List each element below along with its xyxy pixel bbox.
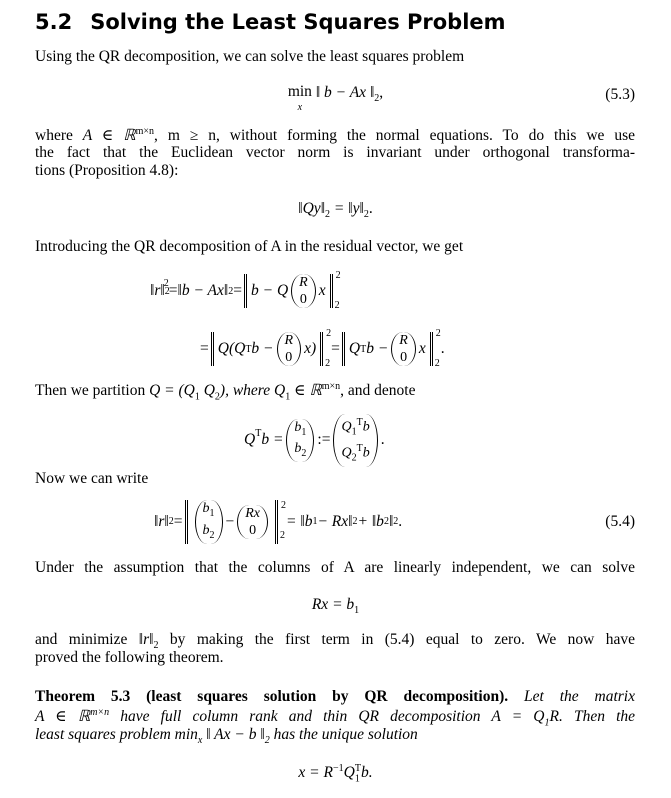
- math-sub: 1: [301, 426, 307, 438]
- math: x: [318, 282, 326, 299]
- math: b: [362, 446, 370, 462]
- math-sup: m×n: [90, 707, 110, 718]
- matrix: [195, 500, 223, 544]
- math-sup: T: [354, 763, 361, 774]
- section-title: Solving the Least Squares Problem: [90, 10, 506, 34]
- math-sub: 2: [264, 735, 270, 747]
- paragraph-line: [35, 126, 635, 145]
- eq-sub: 2: [374, 93, 380, 105]
- math-sup: T: [356, 417, 363, 428]
- math: ), where Q: [219, 382, 286, 400]
- equation-number: (5.3): [605, 86, 635, 103]
- math-sub: 1: [351, 426, 357, 438]
- math: Q: [244, 431, 256, 449]
- norm: [211, 332, 323, 366]
- math-sub: 2: [228, 285, 234, 297]
- math: ‖Qy‖: [298, 200, 326, 217]
- math: R: [284, 333, 294, 348]
- math: R: [399, 333, 408, 348]
- theorem-heading: Theorem 5.3 (least squares solution by QR decomposition).: [35, 688, 509, 705]
- math: 0: [299, 292, 307, 307]
- math-sub: 2: [153, 640, 159, 652]
- math: R: [299, 275, 308, 290]
- paragraph-line: the fact that the Euclidean vector norm is invariant under orthogonal transforma-: [35, 144, 635, 161]
- math: =: [233, 282, 242, 299]
- matrix: [286, 419, 314, 463]
- math-sup: 2: [335, 269, 341, 281]
- math: Q: [199, 382, 215, 400]
- math-sub: 2: [352, 516, 358, 528]
- math-sub: 1: [194, 391, 200, 403]
- math-sub: 1: [544, 717, 550, 729]
- math-sub: 2: [209, 529, 215, 541]
- math: 0: [249, 522, 257, 538]
- math-sub: x: [197, 735, 203, 747]
- paragraph-line: Under the assumption that the columns of A are linearly independent, we can solve: [35, 559, 635, 576]
- equation-residual-line1: [150, 269, 341, 311]
- paragraph-line: proved the following theorem.: [35, 649, 224, 666]
- text: A ∈ ℝ: [35, 708, 91, 726]
- equation-solution: [0, 763, 671, 784]
- text: has the unique solution: [269, 726, 418, 743]
- math: .: [368, 200, 373, 217]
- math-sub: 1: [285, 391, 291, 403]
- equation-qtb: [244, 414, 385, 467]
- matrix: [277, 332, 302, 366]
- math: −: [225, 512, 235, 530]
- math-sub: 2: [383, 516, 389, 528]
- min-subscript: x: [297, 102, 303, 113]
- math-sub: 2: [301, 448, 307, 460]
- math-sub: 2: [434, 357, 440, 369]
- math: − Rx‖: [317, 512, 353, 530]
- paragraph-line: Now we can write: [35, 470, 149, 487]
- matrix: [391, 332, 416, 366]
- math: x: [418, 340, 426, 357]
- math-sup: T: [360, 343, 367, 355]
- math: :=: [317, 431, 331, 449]
- math-sub: 2: [214, 391, 220, 403]
- math-sub: 2: [393, 516, 399, 528]
- math: = ‖b: [286, 512, 313, 530]
- math-sup: T: [245, 343, 252, 355]
- text: , and denote: [340, 382, 416, 400]
- math-sup: m×n: [135, 126, 155, 137]
- math-sup: T: [356, 443, 363, 455]
- math-sub: 2: [280, 530, 286, 542]
- math-sub: 1: [209, 507, 215, 519]
- math-sub: 2: [168, 516, 174, 528]
- math: 0: [285, 350, 293, 365]
- math: Q: [343, 764, 355, 782]
- math-sup: 2: [326, 327, 332, 339]
- equation-5-4: [154, 500, 402, 544]
- math: .: [440, 340, 445, 357]
- math: ‖: [388, 512, 394, 530]
- math: ‖r‖: [154, 512, 169, 530]
- math: =: [168, 282, 178, 299]
- section-heading: [35, 10, 506, 34]
- math: .: [380, 431, 385, 449]
- math: Q: [341, 419, 352, 435]
- text: Then we partition: [35, 382, 150, 400]
- math-sub: 1: [354, 605, 360, 617]
- math-sub: 2: [363, 209, 369, 221]
- math: =: [173, 512, 183, 530]
- text: R. Then the: [549, 708, 636, 726]
- text: , m ≥ n, without forming the normal equations. To do this we use: [154, 127, 636, 145]
- paragraph-line: Introducing the QR decomposition of A in the residual vector, we get: [35, 238, 464, 255]
- math: ‖b − Ax‖: [177, 282, 229, 299]
- math: b: [294, 419, 302, 435]
- text: Let the matrix: [508, 688, 635, 705]
- math: b: [362, 419, 370, 435]
- equation-number: (5.4): [605, 513, 635, 530]
- math: Rx = b: [311, 596, 355, 613]
- paragraph-line: [35, 381, 415, 402]
- math: ∈ ℝ: [290, 382, 322, 400]
- section-number: 5.2: [35, 10, 73, 34]
- math: x = R: [298, 764, 333, 782]
- math: A ∈ ℝ: [82, 127, 136, 145]
- math-sup: 2: [435, 327, 441, 339]
- text: and minimize: [35, 631, 139, 648]
- eq-body: ‖ b − Ax ‖: [315, 84, 375, 101]
- math-sub: 1: [354, 773, 360, 785]
- equation-5-3: [0, 84, 671, 116]
- text: by making the first term in (5.4) equal to zero. We now have: [158, 631, 635, 648]
- norm: [244, 274, 333, 308]
- math: b.: [360, 764, 373, 782]
- math: b: [202, 522, 210, 538]
- math: = ‖y‖: [330, 200, 364, 217]
- text: where: [35, 127, 83, 145]
- math-sup: T: [255, 427, 262, 439]
- math-sup: m×n: [321, 381, 341, 392]
- math: + ‖b: [357, 512, 384, 530]
- paragraph-intro: Using the QR decomposition, we can solve the least squares problem: [35, 48, 465, 65]
- eq-tail: ,: [379, 84, 384, 101]
- math-sub: 2: [325, 209, 331, 221]
- math: ‖r‖: [150, 282, 165, 299]
- norm: Q T b − R 0 x: [342, 332, 433, 366]
- matrix: [237, 505, 268, 539]
- math: =: [331, 340, 340, 357]
- equation-residual-line2: [200, 327, 445, 369]
- math-sub: 2: [164, 285, 170, 297]
- text: least squares problem min: [35, 726, 198, 743]
- math-sub: 2: [351, 452, 357, 464]
- math: b =: [261, 431, 284, 449]
- norm: [185, 500, 279, 544]
- math-sup: −1: [332, 763, 344, 774]
- math: ‖r‖: [138, 631, 154, 648]
- paragraph-line: tions (Proposition 4.8):: [35, 162, 179, 179]
- math-sub: 2: [325, 357, 331, 369]
- equation-rx-b1: [0, 596, 671, 616]
- math: =: [200, 340, 209, 357]
- min-operator: min: [287, 83, 312, 100]
- math: 0: [400, 350, 408, 365]
- math: b −: [366, 340, 389, 357]
- matrix: [333, 414, 377, 467]
- math: b −: [251, 340, 274, 357]
- math-sub: 2: [334, 299, 340, 311]
- math: Q: [341, 446, 352, 462]
- math-sup: 2: [163, 277, 169, 289]
- text: have full column rank and thin QR decomposition A = Q: [109, 708, 545, 726]
- math: Q(Q: [217, 340, 246, 357]
- matrix: [291, 274, 316, 308]
- theorem-line: [35, 688, 635, 706]
- text: ‖ Ax − b ‖: [202, 726, 265, 743]
- math-sup: 2: [281, 500, 287, 512]
- math: Q = (Q: [149, 382, 195, 400]
- math: .: [398, 512, 403, 530]
- equation-norm-invariance: [0, 200, 671, 220]
- math: b − Q: [250, 282, 289, 299]
- theorem-line: [35, 726, 418, 746]
- math: Rx: [245, 505, 261, 521]
- math: b: [202, 501, 210, 516]
- math: b: [294, 441, 302, 457]
- math-sub: 1: [312, 516, 318, 528]
- math: x): [304, 340, 317, 357]
